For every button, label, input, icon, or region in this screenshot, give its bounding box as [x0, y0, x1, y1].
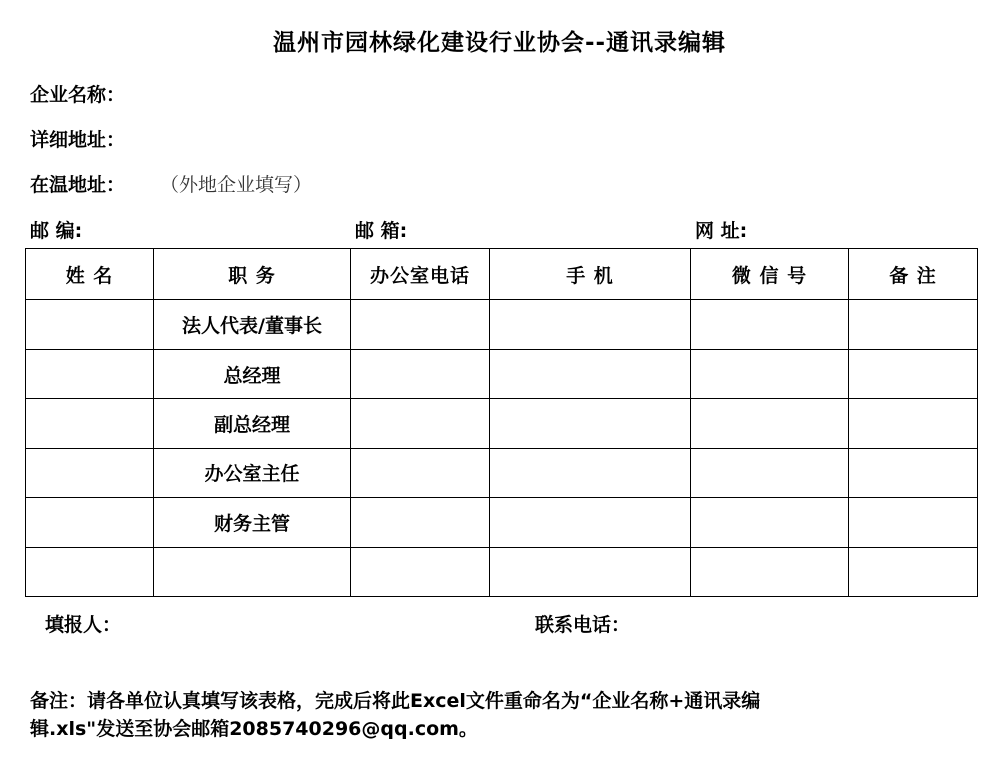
- cell-mobile[interactable]: [490, 300, 691, 349]
- cell-position: 副总经理: [154, 399, 351, 448]
- filler-label: 填报人：: [45, 614, 122, 636]
- table-row: [26, 300, 978, 349]
- table-row: [26, 399, 978, 448]
- cell-wechat[interactable]: [691, 399, 849, 448]
- cell-name[interactable]: [26, 349, 154, 398]
- cell-mobile[interactable]: [490, 399, 691, 448]
- cell-wechat[interactable]: [691, 448, 849, 497]
- header-remarks: 备 注: [849, 249, 978, 300]
- header-office-phone: 办公室电话: [351, 249, 490, 300]
- cell-mobile[interactable]: [490, 547, 691, 596]
- cell-name[interactable]: [26, 448, 154, 497]
- local-address-hint: （外地企业填写）: [160, 174, 313, 196]
- postcode-label: 邮 编:: [30, 220, 83, 242]
- note-line-2: 辑.xls"发送至协会邮箱2085740296@qq.com。: [30, 718, 478, 740]
- cell-wechat[interactable]: [691, 300, 849, 349]
- table-row: [26, 349, 978, 398]
- header-name: 姓 名: [26, 249, 154, 300]
- cell-remarks[interactable]: [849, 448, 978, 497]
- cell-position[interactable]: [154, 547, 351, 596]
- header-position: 职 务: [154, 249, 351, 300]
- cell-office-phone[interactable]: [351, 300, 490, 349]
- cell-position: 办公室主任: [154, 448, 351, 497]
- note-line-1: 备注：请各单位认真填写该表格，完成后将此Excel文件重命名为“企业名称+通讯录编: [30, 690, 761, 712]
- cell-position: 法人代表/董事长: [154, 300, 351, 349]
- website-label: 网 址:: [695, 220, 748, 242]
- table-row: [26, 448, 978, 497]
- header-wechat: 微 信 号: [691, 249, 849, 300]
- cell-office-phone[interactable]: [351, 349, 490, 398]
- cell-remarks[interactable]: [849, 498, 978, 547]
- cell-name[interactable]: [26, 498, 154, 547]
- page-title: 温州市园林绿化建设行业协会--通讯录编辑: [272, 30, 727, 56]
- cell-remarks[interactable]: [849, 399, 978, 448]
- cell-wechat[interactable]: [691, 498, 849, 547]
- cell-wechat[interactable]: [691, 547, 849, 596]
- table-row: [26, 547, 978, 596]
- cell-office-phone[interactable]: [351, 448, 490, 497]
- cell-office-phone[interactable]: [351, 498, 490, 547]
- cell-position: 总经理: [154, 349, 351, 398]
- cell-mobile[interactable]: [490, 448, 691, 497]
- local-address-label: 在温地址：: [30, 174, 126, 196]
- address-label: 详细地址：: [30, 129, 126, 151]
- cell-name[interactable]: [26, 399, 154, 448]
- cell-office-phone[interactable]: [351, 547, 490, 596]
- cell-position: 财务主管: [154, 498, 351, 547]
- cell-remarks[interactable]: [849, 300, 978, 349]
- header-mobile: 手 机: [490, 249, 691, 300]
- cell-wechat[interactable]: [691, 349, 849, 398]
- cell-mobile[interactable]: [490, 349, 691, 398]
- cell-name[interactable]: [26, 300, 154, 349]
- cell-remarks[interactable]: [849, 547, 978, 596]
- contact-table: [25, 248, 978, 597]
- table-header-row: [26, 249, 978, 300]
- email-label: 邮 箱:: [355, 220, 408, 242]
- company-name-label: 企业名称：: [30, 84, 126, 106]
- cell-office-phone[interactable]: [351, 399, 490, 448]
- table-row: [26, 498, 978, 547]
- cell-mobile[interactable]: [490, 498, 691, 547]
- cell-remarks[interactable]: [849, 349, 978, 398]
- contact-phone-label: 联系电话：: [535, 614, 631, 636]
- cell-name[interactable]: [26, 547, 154, 596]
